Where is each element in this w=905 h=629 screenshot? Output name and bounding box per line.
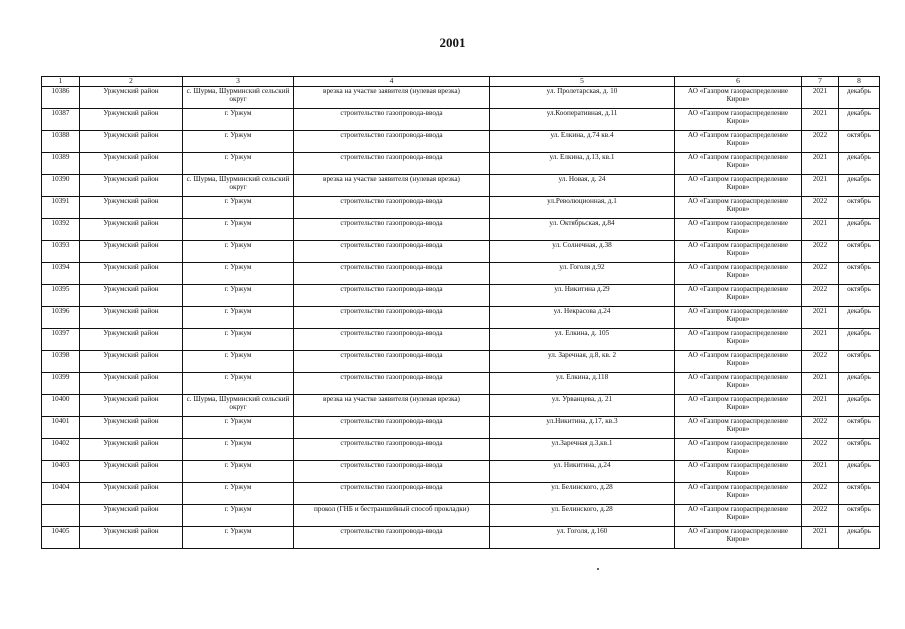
table-row <box>42 329 880 351</box>
cell-row-number: 10401 <box>42 417 80 439</box>
cell-work-type: строительство газопровода-ввода <box>294 483 490 505</box>
cell-month: октябрь <box>839 241 880 263</box>
cell-organization: АО «Газпром газораспределение Киров» <box>675 417 802 439</box>
cell-work-type: строительство газопровода-ввода <box>294 527 490 549</box>
cell-row-number: 10405 <box>42 527 80 549</box>
cell-settlement: с. Шурма, Шурминский сельский округ <box>183 395 294 417</box>
cell-year: 2022 <box>802 505 839 527</box>
cell-address: ул. Елкина, д.74 кв.4 <box>490 131 675 153</box>
cell-settlement: г. Уржум <box>183 527 294 549</box>
cell-row-number: 10404 <box>42 483 80 505</box>
cell-settlement: г. Уржум <box>183 461 294 483</box>
table-row <box>42 505 880 527</box>
cell-row-number: 10386 <box>42 87 80 109</box>
cell-year: 2021 <box>802 329 839 351</box>
cell-year: 2022 <box>802 263 839 285</box>
cell-address: ул.Кооперативная, д.11 <box>490 109 675 131</box>
cell-address: ул. Новая, д. 24 <box>490 175 675 197</box>
cell-month: декабрь <box>839 395 880 417</box>
table-row <box>42 483 880 505</box>
cell-year: 2022 <box>802 439 839 461</box>
cell-district: Уржумский район <box>80 461 183 483</box>
table-row <box>42 263 880 285</box>
table-row <box>42 175 880 197</box>
cell-organization: АО «Газпром газораспределение Киров» <box>675 439 802 461</box>
cell-month: декабрь <box>839 329 880 351</box>
cell-work-type: врезка на участке заявителя (нулевая врезка) <box>294 175 490 197</box>
cell-settlement: г. Уржум <box>183 351 294 373</box>
cell-work-type: строительство газопровода-ввода <box>294 131 490 153</box>
column-header-1: 1 <box>42 77 80 87</box>
cell-address: ул. Никитина д.29 <box>490 285 675 307</box>
cell-month: октябрь <box>839 197 880 219</box>
cell-address: ул.Никитина, д.17, кв.3 <box>490 417 675 439</box>
cell-work-type: строительство газопровода-ввода <box>294 109 490 131</box>
cell-district: Уржумский район <box>80 131 183 153</box>
cell-month: октябрь <box>839 505 880 527</box>
header-row <box>42 77 880 87</box>
column-header-6: 6 <box>675 77 802 87</box>
cell-year: 2021 <box>802 461 839 483</box>
cell-settlement: с. Шурма, Шурминский сельский округ <box>183 87 294 109</box>
stray-mark <box>597 568 599 570</box>
cell-organization: АО «Газпром газораспределение Киров» <box>675 197 802 219</box>
cell-address: ул. Гоголя, д.160 <box>490 527 675 549</box>
cell-organization: АО «Газпром газораспределение Киров» <box>675 329 802 351</box>
cell-organization: АО «Газпром газораспределение Киров» <box>675 131 802 153</box>
table-row <box>42 285 880 307</box>
cell-row-number: 10394 <box>42 263 80 285</box>
cell-row-number: 10396 <box>42 307 80 329</box>
cell-settlement: г. Уржум <box>183 131 294 153</box>
cell-settlement: г. Уржум <box>183 417 294 439</box>
cell-organization: АО «Газпром газораспределение Киров» <box>675 527 802 549</box>
cell-month: октябрь <box>839 417 880 439</box>
cell-work-type: строительство газопровода-ввода <box>294 219 490 241</box>
cell-district: Уржумский район <box>80 373 183 395</box>
cell-district: Уржумский район <box>80 307 183 329</box>
table-row <box>42 131 880 153</box>
cell-month: декабрь <box>839 373 880 395</box>
cell-district: Уржумский район <box>80 351 183 373</box>
cell-address: ул. Пролетарская, д. 10 <box>490 87 675 109</box>
cell-address: ул. Елкина, д. 105 <box>490 329 675 351</box>
cell-organization: АО «Газпром газораспределение Киров» <box>675 505 802 527</box>
cell-work-type: строительство газопровода-ввода <box>294 373 490 395</box>
cell-organization: АО «Газпром газораспределение Киров» <box>675 285 802 307</box>
table-row <box>42 527 880 549</box>
cell-month: октябрь <box>839 483 880 505</box>
cell-organization: АО «Газпром газораспределение Киров» <box>675 461 802 483</box>
cell-organization: АО «Газпром газораспределение Киров» <box>675 219 802 241</box>
cell-settlement: г. Уржум <box>183 307 294 329</box>
cell-organization: АО «Газпром газораспределение Киров» <box>675 263 802 285</box>
cell-address: ул. Елкина, д.13, кв.1 <box>490 153 675 175</box>
cell-settlement: г. Уржум <box>183 439 294 461</box>
cell-district: Уржумский район <box>80 109 183 131</box>
cell-settlement: г. Уржум <box>183 505 294 527</box>
table-body <box>42 87 880 549</box>
cell-work-type: строительство газопровода-ввода <box>294 329 490 351</box>
cell-district: Уржумский район <box>80 219 183 241</box>
cell-district: Уржумский район <box>80 527 183 549</box>
cell-month: октябрь <box>839 131 880 153</box>
cell-organization: АО «Газпром газораспределение Киров» <box>675 153 802 175</box>
cell-work-type: строительство газопровода-ввода <box>294 263 490 285</box>
cell-district: Уржумский район <box>80 395 183 417</box>
cell-work-type: строительство газопровода-ввода <box>294 439 490 461</box>
cell-year: 2021 <box>802 175 839 197</box>
cell-settlement: г. Уржум <box>183 109 294 131</box>
cell-row-number: 10390 <box>42 175 80 197</box>
cell-settlement: г. Уржум <box>183 219 294 241</box>
table-header <box>42 77 880 87</box>
table-row <box>42 307 880 329</box>
cell-address: ул. Солнечная, д.38 <box>490 241 675 263</box>
table-row <box>42 373 880 395</box>
cell-year: 2021 <box>802 219 839 241</box>
column-header-8: 8 <box>839 77 880 87</box>
cell-month: октябрь <box>839 439 880 461</box>
cell-year: 2022 <box>802 351 839 373</box>
cell-row-number: 10387 <box>42 109 80 131</box>
cell-district: Уржумский район <box>80 87 183 109</box>
table-row <box>42 351 880 373</box>
cell-district: Уржумский район <box>80 197 183 219</box>
cell-work-type: прокол (ГНБ и бестраншейный способ прокладки) <box>294 505 490 527</box>
cell-year: 2021 <box>802 373 839 395</box>
cell-month: декабрь <box>839 219 880 241</box>
table-row <box>42 197 880 219</box>
cell-year: 2022 <box>802 483 839 505</box>
cell-month: декабрь <box>839 175 880 197</box>
table-row <box>42 417 880 439</box>
cell-month: декабрь <box>839 461 880 483</box>
cell-year: 2022 <box>802 417 839 439</box>
cell-district: Уржумский район <box>80 263 183 285</box>
table-row <box>42 109 880 131</box>
cell-row-number: 10391 <box>42 197 80 219</box>
cell-work-type: врезка на участке заявителя (нулевая врезка) <box>294 395 490 417</box>
cell-work-type: строительство газопровода-ввода <box>294 461 490 483</box>
cell-address: ул. Белинского, д.28 <box>490 483 675 505</box>
cell-district: Уржумский район <box>80 505 183 527</box>
cell-organization: АО «Газпром газораспределение Киров» <box>675 351 802 373</box>
cell-organization: АО «Газпром газораспределение Киров» <box>675 109 802 131</box>
table-row <box>42 153 880 175</box>
cell-work-type: строительство газопровода-ввода <box>294 417 490 439</box>
cell-row-number: 10395 <box>42 285 80 307</box>
cell-year: 2022 <box>802 131 839 153</box>
cell-district: Уржумский район <box>80 153 183 175</box>
cell-work-type: строительство газопровода-ввода <box>294 241 490 263</box>
cell-district: Уржумский район <box>80 439 183 461</box>
column-header-7: 7 <box>802 77 839 87</box>
cell-year: 2021 <box>802 109 839 131</box>
table-row <box>42 241 880 263</box>
register-table <box>41 76 880 549</box>
column-header-3: 3 <box>183 77 294 87</box>
table-row <box>42 461 880 483</box>
cell-district: Уржумский район <box>80 285 183 307</box>
cell-district: Уржумский район <box>80 241 183 263</box>
cell-year: 2022 <box>802 241 839 263</box>
cell-settlement: г. Уржум <box>183 153 294 175</box>
cell-organization: АО «Газпром газораспределение Киров» <box>675 87 802 109</box>
cell-row-number: 10388 <box>42 131 80 153</box>
cell-year: 2021 <box>802 395 839 417</box>
cell-address: ул. Некрасова д.24 <box>490 307 675 329</box>
column-header-5: 5 <box>490 77 675 87</box>
cell-month: октябрь <box>839 263 880 285</box>
cell-row-number: 10399 <box>42 373 80 395</box>
cell-row-number: 10402 <box>42 439 80 461</box>
cell-year: 2022 <box>802 197 839 219</box>
cell-month: декабрь <box>839 109 880 131</box>
cell-organization: АО «Газпром газораспределение Киров» <box>675 175 802 197</box>
table-row <box>42 87 880 109</box>
cell-address: ул. Никитина, д.24 <box>490 461 675 483</box>
cell-settlement: г. Уржум <box>183 373 294 395</box>
cell-address: ул. Елкина, д.118 <box>490 373 675 395</box>
cell-month: декабрь <box>839 87 880 109</box>
cell-address: ул. Белинского, д.28 <box>490 505 675 527</box>
cell-work-type: строительство газопровода-ввода <box>294 307 490 329</box>
cell-row-number: 10403 <box>42 461 80 483</box>
cell-month: декабрь <box>839 307 880 329</box>
cell-month: октябрь <box>839 351 880 373</box>
cell-year: 2022 <box>802 285 839 307</box>
cell-settlement: с. Шурма, Шурминский сельский округ <box>183 175 294 197</box>
cell-row-number: 10397 <box>42 329 80 351</box>
cell-month: декабрь <box>839 153 880 175</box>
cell-work-type: строительство газопровода-ввода <box>294 197 490 219</box>
cell-district: Уржумский район <box>80 483 183 505</box>
cell-year: 2021 <box>802 527 839 549</box>
cell-settlement: г. Уржум <box>183 197 294 219</box>
cell-work-type: врезка на участке заявителя (нулевая врезка) <box>294 87 490 109</box>
cell-address: ул.Революционная, д.1 <box>490 197 675 219</box>
cell-settlement: г. Уржум <box>183 329 294 351</box>
cell-organization: АО «Газпром газораспределение Киров» <box>675 483 802 505</box>
cell-year: 2021 <box>802 307 839 329</box>
table-row <box>42 439 880 461</box>
cell-address: ул. Октябрьская, д.84 <box>490 219 675 241</box>
cell-address: ул. Заречная, д.8, кв. 2 <box>490 351 675 373</box>
cell-row-number <box>42 505 80 527</box>
cell-row-number: 10400 <box>42 395 80 417</box>
cell-settlement: г. Уржум <box>183 285 294 307</box>
cell-organization: АО «Газпром газораспределение Киров» <box>675 241 802 263</box>
cell-address: ул. Гоголя д.92 <box>490 263 675 285</box>
cell-row-number: 10389 <box>42 153 80 175</box>
cell-work-type: строительство газопровода-ввода <box>294 351 490 373</box>
cell-settlement: г. Уржум <box>183 483 294 505</box>
cell-month: декабрь <box>839 527 880 549</box>
cell-row-number: 10392 <box>42 219 80 241</box>
cell-settlement: г. Уржум <box>183 241 294 263</box>
cell-address: ул.Заречная д.3,кв.1 <box>490 439 675 461</box>
cell-organization: АО «Газпром газораспределение Киров» <box>675 307 802 329</box>
cell-month: октябрь <box>839 285 880 307</box>
table-row <box>42 219 880 241</box>
cell-organization: АО «Газпром газораспределение Киров» <box>675 395 802 417</box>
cell-year: 2021 <box>802 87 839 109</box>
cell-row-number: 10393 <box>42 241 80 263</box>
table-row <box>42 395 880 417</box>
cell-organization: АО «Газпром газораспределение Киров» <box>675 373 802 395</box>
cell-district: Уржумский район <box>80 417 183 439</box>
cell-row-number: 10398 <box>42 351 80 373</box>
cell-settlement: г. Уржум <box>183 263 294 285</box>
cell-work-type: строительство газопровода-ввода <box>294 153 490 175</box>
cell-address: ул. Урванцева, д. 21 <box>490 395 675 417</box>
page-number: 2001 <box>439 35 466 50</box>
column-header-2: 2 <box>80 77 183 87</box>
column-header-4: 4 <box>294 77 490 87</box>
cell-work-type: строительство газопровода-ввода <box>294 285 490 307</box>
cell-year: 2021 <box>802 153 839 175</box>
cell-district: Уржумский район <box>80 329 183 351</box>
cell-district: Уржумский район <box>80 175 183 197</box>
